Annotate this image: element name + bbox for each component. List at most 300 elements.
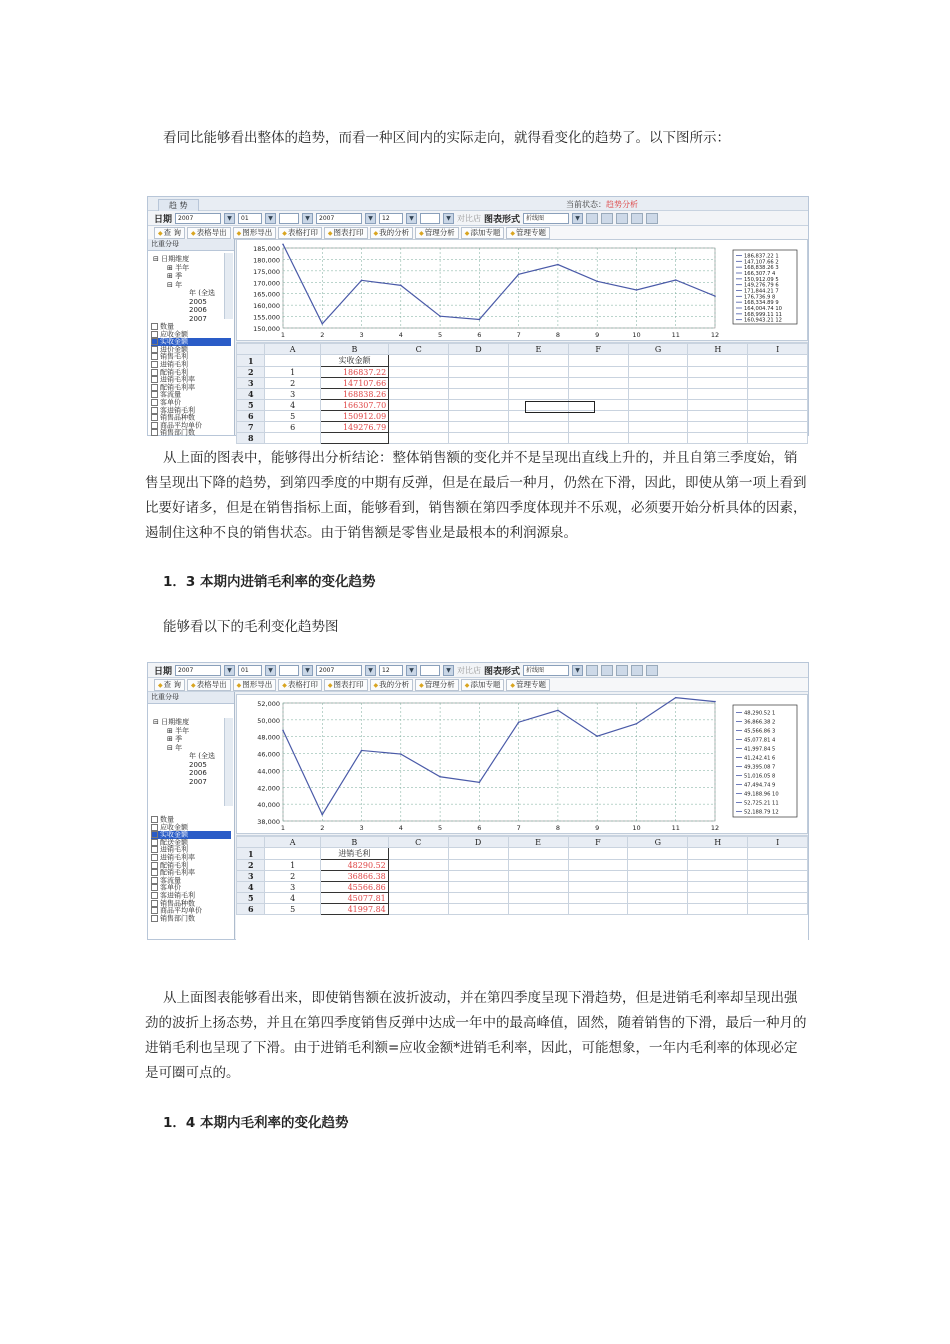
chevron-down-icon[interactable]: ▼ [443, 213, 454, 224]
checkbox[interactable] [151, 353, 158, 360]
to-day-select[interactable] [420, 213, 440, 224]
checkbox[interactable] [151, 429, 158, 436]
x-tick-label: 4 [398, 331, 403, 339]
toolbar-button-8[interactable]: ◆ 添加专题 [461, 227, 505, 239]
checkbox[interactable] [151, 824, 158, 831]
tree-node[interactable]: ⊞ 季 [167, 735, 183, 743]
data-point [518, 274, 520, 276]
table-cell[interactable] [389, 378, 449, 389]
y-tick-label: 160,000 [253, 302, 280, 311]
table-cell[interactable] [449, 389, 509, 400]
legend-entry: 41,242.41 6 [744, 755, 776, 762]
row-header[interactable]: 5 [237, 893, 265, 904]
table-cell[interactable]: 3 [265, 389, 320, 400]
data-point [636, 289, 638, 291]
from-year-select[interactable]: 2007 [175, 213, 221, 224]
tree-node[interactable]: 2007 [189, 777, 207, 786]
tree-node[interactable]: ⊞ 季 [167, 272, 183, 280]
tree-node[interactable]: ⊟ 日期维度 [153, 718, 190, 726]
to-month-select[interactable]: 12 [379, 665, 403, 676]
table-cell[interactable]: 147107.66 [320, 378, 388, 389]
checkbox[interactable] [151, 361, 158, 368]
y-tick-label: 42,000 [257, 784, 280, 793]
tree-node[interactable]: 2005 [189, 297, 207, 306]
export-icon[interactable] [646, 665, 658, 676]
row-header[interactable]: 1 [237, 848, 265, 860]
y-tick-label: 46,000 [257, 750, 280, 759]
table-cell[interactable]: 3 [265, 882, 320, 893]
table-cell[interactable] [448, 871, 508, 882]
table-cell[interactable] [388, 893, 448, 904]
line-chart-area [236, 239, 808, 341]
corner-cell[interactable] [237, 344, 265, 355]
chevron-down-icon[interactable]: ▼ [224, 665, 235, 676]
toolbar-button-4[interactable]: ◆ 表格打印 [278, 227, 322, 239]
tree-node[interactable]: 年 (全选 [189, 752, 215, 760]
table-cell[interactable] [688, 378, 748, 389]
filter-bar [148, 663, 808, 678]
table-cell[interactable] [388, 871, 448, 882]
from-year-select[interactable]: 2007 [175, 665, 221, 676]
chevron-down-icon[interactable]: ▼ [406, 213, 417, 224]
table-cell[interactable] [508, 882, 568, 893]
table-cell[interactable]: 6 [265, 422, 320, 433]
checkbox[interactable] [151, 862, 158, 869]
table-cell[interactable] [748, 904, 808, 915]
tree-node[interactable]: ⊞ 半年 [167, 726, 190, 735]
table-cell[interactable]: 5 [265, 904, 320, 915]
table-cell[interactable] [389, 433, 449, 444]
checkbox[interactable] [151, 900, 158, 907]
table-cell[interactable] [628, 860, 688, 871]
table-cell[interactable] [568, 422, 628, 433]
table-cell[interactable] [628, 378, 688, 389]
table-cell[interactable] [748, 389, 808, 400]
table-cell[interactable] [388, 848, 448, 860]
table-cell[interactable] [688, 893, 748, 904]
compare-store-checkbox[interactable]: 对比店 [457, 665, 482, 675]
toolbar-button-4[interactable]: ◆ 表格打印 [278, 679, 322, 691]
chevron-down-icon[interactable]: ▼ [265, 665, 276, 676]
checkbox[interactable] [151, 816, 158, 823]
chart-icon[interactable] [616, 665, 628, 676]
chart-icon[interactable] [616, 213, 628, 224]
table-cell[interactable]: 45566.86 [320, 882, 388, 893]
toolbar-button-9[interactable]: ◆ 管理专题 [506, 227, 550, 239]
column-header[interactable]: D [449, 344, 509, 355]
table-cell[interactable] [748, 860, 808, 871]
table-cell[interactable] [688, 904, 748, 915]
column-header[interactable]: F [568, 837, 628, 848]
spreadsheet-table [236, 836, 808, 915]
checkbox[interactable] [151, 338, 158, 345]
from-day-select[interactable] [279, 665, 299, 676]
table-cell[interactable] [508, 389, 568, 400]
filter-icon[interactable] [601, 213, 613, 224]
to-year-select[interactable]: 2007 [316, 665, 362, 676]
column-header-row [237, 344, 808, 355]
table-cell[interactable] [748, 411, 808, 422]
table-cell[interactable] [388, 904, 448, 915]
checkbox[interactable] [151, 869, 158, 876]
chevron-down-icon[interactable]: ▼ [302, 665, 313, 676]
table-cell[interactable] [628, 355, 688, 367]
table-cell[interactable] [449, 355, 509, 367]
checkbox[interactable] [151, 407, 158, 414]
x-tick-label: 6 [477, 824, 482, 832]
table-cell[interactable] [568, 378, 628, 389]
measure-label: 数量 [160, 322, 174, 331]
x-tick-label: 10 [632, 824, 641, 832]
column-header[interactable]: I [748, 837, 808, 848]
chevron-down-icon[interactable]: ▼ [265, 213, 276, 224]
row-header[interactable]: 3 [237, 871, 265, 882]
table-cell[interactable]: 166307.70 [320, 400, 388, 411]
y-tick-label: 52,000 [257, 700, 280, 708]
tree-node[interactable]: ⊟ 年 [167, 280, 183, 289]
compare-store-checkbox[interactable]: 对比店 [457, 213, 482, 223]
tab-trend[interactable]: 趋 势 [158, 199, 199, 211]
toolbar-button-7[interactable]: ◆ 管理分析 [415, 227, 459, 239]
table-cell[interactable] [389, 389, 449, 400]
table-cell[interactable] [568, 355, 628, 367]
column-header[interactable]: A [265, 837, 320, 848]
legend-entry: 164,004.74 10 [744, 306, 782, 312]
table-cell[interactable] [508, 848, 568, 860]
measure-item[interactable] [151, 429, 231, 437]
table-cell[interactable] [628, 389, 688, 400]
toolbar-button-1[interactable]: ◆ 查 询 [154, 679, 185, 691]
measure-label: 应收金额 [160, 823, 188, 832]
column-header[interactable]: B [320, 837, 388, 848]
table-cell[interactable] [449, 367, 509, 378]
table-cell[interactable] [448, 882, 508, 893]
table-cell[interactable] [568, 848, 628, 860]
table-cell[interactable] [389, 422, 449, 433]
chevron-down-icon[interactable]: ▼ [365, 213, 376, 224]
checkbox[interactable] [151, 399, 158, 406]
table-cell[interactable] [508, 893, 568, 904]
to-day-select[interactable] [420, 665, 440, 676]
table-cell[interactable] [568, 367, 628, 378]
column-header[interactable]: H [688, 837, 748, 848]
toolbar-button-9[interactable]: ◆ 管理专题 [506, 679, 550, 691]
table-cell[interactable] [389, 411, 449, 422]
table-cell[interactable]: 4 [265, 400, 320, 411]
measure-label: 应收金额 [160, 330, 188, 339]
toolbar-button-2[interactable]: ◆ 表格导出 [187, 679, 231, 691]
table-cell[interactable] [748, 893, 808, 904]
column-header[interactable]: C [388, 837, 448, 848]
chevron-down-icon[interactable]: ▼ [406, 665, 417, 676]
refresh-icon[interactable] [586, 213, 598, 224]
data-point [636, 723, 638, 725]
toolbar-button-7[interactable]: ◆ 管理分析 [415, 679, 459, 691]
table-cell[interactable] [568, 871, 628, 882]
table-cell[interactable] [688, 355, 748, 367]
table-cell[interactable] [389, 400, 449, 411]
table-cell[interactable] [449, 433, 509, 444]
table-cell[interactable]: 4 [265, 893, 320, 904]
to-year-select[interactable]: 2007 [316, 213, 362, 224]
chevron-down-icon[interactable]: ▼ [572, 213, 583, 224]
table-cell[interactable] [748, 378, 808, 389]
tree-node[interactable]: 2006 [189, 769, 207, 777]
tree-node[interactable]: 2007 [189, 314, 207, 323]
table-cell[interactable] [688, 389, 748, 400]
checkbox[interactable] [151, 369, 158, 376]
table-cell[interactable] [449, 422, 509, 433]
chevron-down-icon[interactable]: ▼ [224, 213, 235, 224]
table-cell[interactable] [508, 904, 568, 915]
measure-label: 进销毛利 [160, 845, 188, 854]
column-header[interactable]: E [508, 344, 568, 355]
table-cell[interactable]: 48290.52 [320, 860, 388, 871]
table-cell[interactable] [568, 389, 628, 400]
column-header[interactable]: I [748, 344, 808, 355]
checkbox[interactable] [151, 884, 158, 891]
row-header[interactable]: 3 [237, 378, 265, 389]
table-cell[interactable]: 45077.81 [320, 893, 388, 904]
table-cell[interactable]: 进销毛利 [320, 848, 388, 860]
table-cell[interactable] [748, 422, 808, 433]
tree-scrollbar[interactable] [224, 718, 233, 806]
data-point [714, 701, 716, 703]
table-cell[interactable] [508, 367, 568, 378]
row-header[interactable]: 2 [237, 860, 265, 871]
table-cell[interactable]: 1 [265, 367, 320, 378]
column-header[interactable]: F [568, 344, 628, 355]
table-cell[interactable] [568, 860, 628, 871]
checkbox[interactable] [151, 384, 158, 391]
table-row [237, 882, 808, 893]
toolbar-button-6[interactable]: ◆ 我的分析 [370, 679, 414, 691]
chart-form-select[interactable]: 折线图 [523, 213, 569, 224]
data-point [557, 264, 559, 266]
filter-icon[interactable] [601, 665, 613, 676]
table-cell[interactable]: 1 [265, 860, 320, 871]
checkbox[interactable] [151, 877, 158, 884]
checkbox[interactable] [151, 831, 158, 838]
table-cell[interactable] [688, 871, 748, 882]
legend-entry: 49,395.08 7 [744, 764, 776, 771]
row-header[interactable]: 7 [237, 422, 265, 433]
table-cell[interactable] [265, 848, 320, 860]
checkbox[interactable] [151, 422, 158, 429]
print-icon[interactable] [631, 213, 643, 224]
column-header[interactable]: E [508, 837, 568, 848]
column-header[interactable]: G [628, 837, 688, 848]
export-icon[interactable] [646, 213, 658, 224]
legend-entry: 45,566.86 3 [744, 728, 776, 735]
table-cell[interactable] [568, 904, 628, 915]
column-header[interactable]: A [265, 344, 320, 355]
table-cell[interactable] [748, 355, 808, 367]
tree-node[interactable]: 2006 [189, 306, 207, 314]
table-cell[interactable] [508, 860, 568, 871]
table-cell[interactable] [628, 367, 688, 378]
table-cell[interactable] [688, 848, 748, 860]
measure-item[interactable] [151, 915, 231, 923]
row-header[interactable]: 5 [237, 400, 265, 411]
table-cell[interactable] [568, 882, 628, 893]
table-cell[interactable] [508, 422, 568, 433]
column-header[interactable]: H [688, 344, 748, 355]
table-cell[interactable] [568, 893, 628, 904]
measure-label: 配销毛利率 [160, 868, 195, 877]
table-cell[interactable] [448, 893, 508, 904]
table-cell[interactable] [448, 860, 508, 871]
tree-node[interactable]: ⊞ 半年 [167, 263, 190, 272]
table-row [237, 411, 808, 422]
from-day-select[interactable] [279, 213, 299, 224]
table-cell[interactable]: 2 [265, 378, 320, 389]
table-cell[interactable] [688, 882, 748, 893]
column-header[interactable]: G [628, 344, 688, 355]
checkbox[interactable] [151, 915, 158, 922]
table-cell[interactable] [389, 355, 449, 367]
data-point [321, 814, 323, 816]
table-cell[interactable] [449, 411, 509, 422]
table-cell[interactable] [508, 378, 568, 389]
table-cell[interactable] [568, 433, 628, 444]
table-cell[interactable] [628, 893, 688, 904]
chart-form-select[interactable]: 折线图 [523, 665, 569, 676]
row-header[interactable]: 4 [237, 389, 265, 400]
checkbox[interactable] [151, 907, 158, 914]
table-cell[interactable]: 168838.26 [320, 389, 388, 400]
table-cell[interactable] [449, 378, 509, 389]
tree-node[interactable]: ⊟ 日期维度 [153, 255, 190, 263]
measure-label: 客进销毛利 [160, 406, 195, 415]
checkbox[interactable] [151, 846, 158, 853]
table-cell[interactable] [628, 904, 688, 915]
table-cell[interactable] [265, 433, 320, 444]
toolbar-button-5[interactable]: ◆ 图表打印 [324, 679, 368, 691]
table-cell[interactable] [748, 400, 808, 411]
table-cell[interactable] [388, 860, 448, 871]
row-header[interactable]: 2 [237, 367, 265, 378]
table-cell[interactable]: 2 [265, 871, 320, 882]
refresh-icon[interactable] [586, 665, 598, 676]
table-cell[interactable] [688, 433, 748, 444]
checkbox[interactable] [151, 346, 158, 353]
table-cell[interactable] [628, 411, 688, 422]
table-cell[interactable] [628, 433, 688, 444]
table-cell[interactable] [388, 882, 448, 893]
table-cell[interactable] [748, 871, 808, 882]
table-cell[interactable] [389, 367, 449, 378]
column-header[interactable]: C [389, 344, 449, 355]
window-titlebar [148, 197, 808, 211]
table-cell[interactable] [628, 871, 688, 882]
table-cell[interactable]: 41997.84 [320, 904, 388, 915]
table-cell[interactable] [688, 411, 748, 422]
table-cell[interactable] [628, 422, 688, 433]
table-cell[interactable] [688, 367, 748, 378]
chevron-down-icon[interactable]: ▼ [302, 213, 313, 224]
table-cell[interactable] [688, 860, 748, 871]
row-header[interactable]: 4 [237, 882, 265, 893]
table-cell[interactable] [320, 433, 388, 444]
chevron-down-icon[interactable]: ▼ [443, 665, 454, 676]
table-cell[interactable]: 5 [265, 411, 320, 422]
table-cell[interactable] [265, 355, 320, 367]
tree-scrollbar[interactable] [224, 253, 233, 319]
table-cell[interactable] [508, 355, 568, 367]
table-cell[interactable] [748, 433, 808, 444]
checkbox[interactable] [151, 892, 158, 899]
toolbar-button-3[interactable]: ◆ 图形导出 [233, 679, 277, 691]
checkbox[interactable] [151, 391, 158, 398]
row-header[interactable]: 8 [237, 433, 265, 444]
table-cell[interactable] [628, 848, 688, 860]
table-cell[interactable] [748, 882, 808, 893]
table-cell[interactable] [748, 367, 808, 378]
row-header[interactable]: 6 [237, 904, 265, 915]
legend-entry: 147,107.66 2 [744, 259, 779, 266]
table-cell[interactable] [448, 848, 508, 860]
toolbar-button-3[interactable]: ◆ 图形导出 [233, 227, 277, 239]
checkbox[interactable] [151, 839, 158, 846]
tree-node[interactable]: ⊟ 年 [167, 743, 183, 752]
tree-node[interactable]: 年 (全选 [189, 289, 215, 297]
table-cell[interactable]: 150912.09 [320, 411, 388, 422]
table-cell[interactable] [748, 848, 808, 860]
tree-node[interactable]: 2005 [189, 760, 207, 769]
table-cell[interactable]: 36866.38 [320, 871, 388, 882]
table-cell[interactable] [628, 882, 688, 893]
row-header[interactable]: 6 [237, 411, 265, 422]
table-cell[interactable]: 实收金额 [320, 355, 388, 367]
checkbox[interactable] [151, 414, 158, 421]
from-month-select[interactable]: 01 [238, 213, 262, 224]
print-icon[interactable] [631, 665, 643, 676]
column-header-row [237, 837, 808, 848]
row-header[interactable]: 1 [237, 355, 265, 367]
chevron-down-icon[interactable]: ▼ [365, 665, 376, 676]
table-cell[interactable]: 186837.22 [320, 367, 388, 378]
toolbar-button-8[interactable]: ◆ 添加专题 [461, 679, 505, 691]
column-header[interactable]: D [448, 837, 508, 848]
data-point [361, 280, 363, 282]
table-cell[interactable] [688, 422, 748, 433]
checkbox[interactable] [151, 331, 158, 338]
checkbox[interactable] [151, 376, 158, 383]
x-tick-label: 9 [595, 331, 600, 339]
table-cell[interactable] [688, 400, 748, 411]
table-cell[interactable]: 149276.79 [320, 422, 388, 433]
data-point [596, 281, 598, 283]
toolbar-button-1[interactable]: ◆ 查 询 [154, 227, 185, 239]
from-month-select[interactable]: 01 [238, 665, 262, 676]
checkbox[interactable] [151, 323, 158, 330]
table-cell[interactable] [508, 433, 568, 444]
table-cell[interactable] [448, 904, 508, 915]
table-cell[interactable] [508, 871, 568, 882]
checkbox[interactable] [151, 854, 158, 861]
column-header[interactable]: B [320, 344, 388, 355]
toolbar-button-5[interactable]: ◆ 图表打印 [324, 227, 368, 239]
toolbar-button-6[interactable]: ◆ 我的分析 [370, 227, 414, 239]
chevron-down-icon[interactable]: ▼ [572, 665, 583, 676]
toolbar-button-2[interactable]: ◆ 表格导出 [187, 227, 231, 239]
data-point [675, 697, 677, 699]
table-cell[interactable] [449, 400, 509, 411]
to-month-select[interactable]: 12 [379, 213, 403, 224]
corner-cell[interactable] [237, 837, 265, 848]
table-cell[interactable] [628, 400, 688, 411]
